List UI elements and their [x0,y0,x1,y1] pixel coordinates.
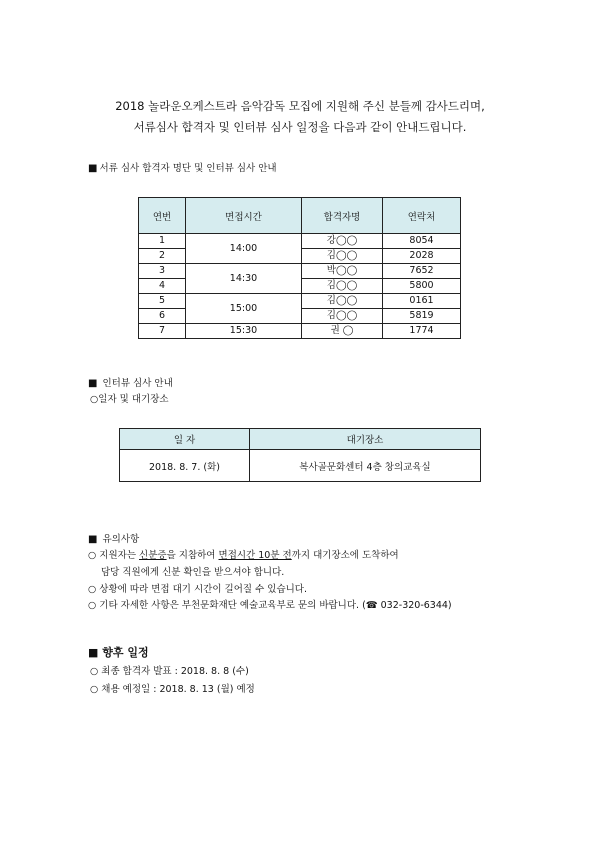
candidate-phone: 5800 [383,279,461,294]
schedule-item-1: ○ 최종 합격자 발표 : 2018. 8. 8 (수) [90,666,249,677]
intro-text [0,96,600,138]
schedule-item-2: ○ 채용 예정일 : 2018. 8. 13 (월) 예정 [90,684,255,695]
table-header-row [139,198,461,234]
candidate-name: 김◯◯ [302,294,383,309]
row-no: 6 [139,309,186,324]
col-header-date: 일 자 [120,429,250,450]
schedule-table [119,428,481,482]
table-row [139,264,461,279]
col-header-name: 합격자명 [302,198,383,234]
notice-underline-time: 면접시간 10분 전 [218,550,292,561]
notice-item-2: ○ 상황에 따라 면접 대기 시간이 길어질 수 있습니다. [88,584,308,595]
row-no: 3 [139,264,186,279]
notice-item-1-cont: 담당 직원에게 신분 확인을 받으셔야 합니다. [101,567,285,578]
square-bullet-icon: ■ [88,378,98,389]
candidate-phone: 1774 [383,324,461,339]
interview-time: 14:30 [186,264,302,294]
section-2-heading [88,375,173,389]
row-no: 7 [139,324,186,339]
square-bullet-icon: ■ [88,163,98,174]
section-3-heading [88,531,139,545]
candidate-phone: 5819 [383,309,461,324]
row-no: 4 [139,279,186,294]
table-row [139,234,461,249]
intro-line-1: 2018 놀라운오케스트라 음악감독 모집에 지원해 주신 분들께 감사드리며, [115,99,485,113]
col-header-phone: 연락처 [383,198,461,234]
notice-text: 까지 대기장소에 도착하여 [291,550,399,561]
section-2-title: 인터뷰 심사 안내 [102,378,173,389]
section-2-subtitle: ○일자 및 대기장소 [90,394,169,405]
square-bullet-icon: ■ [88,646,99,659]
table-row [139,324,461,339]
notice-text: ○ 지원자는 [88,550,140,561]
notice-item-3: ○ 기타 자세한 사항은 부천문화재단 예술교육부로 문의 바랍니다. (☎ 032-320-6344) [88,600,452,611]
square-bullet-icon: ■ [88,534,98,545]
col-header-place: 대기장소 [250,429,481,450]
candidate-name: 김◯◯ [302,249,383,264]
intro-line-2: 서류심사 합격자 및 인터뷰 심사 일정을 다음과 같이 안내드립니다. [133,120,467,134]
candidate-name: 강◯◯ [302,234,383,249]
notice-underline-id-card: 신분증 [139,550,167,561]
candidate-phone: 0161 [383,294,461,309]
candidate-name: 박◯◯ [302,264,383,279]
candidate-phone: 2028 [383,249,461,264]
section-3-title: 유의사항 [102,534,140,545]
candidate-name: 권 ◯ [302,324,383,339]
notice-text: 을 지참하여 [166,550,219,561]
candidate-name: 김◯◯ [302,309,383,324]
col-header-no: 연번 [139,198,186,234]
notice-item-1 [88,547,399,561]
col-header-time: 면접시간 [186,198,302,234]
interview-date: 2018. 8. 7. (화) [120,450,250,482]
waiting-place: 복사골문화센터 4층 창의교육실 [250,450,481,482]
interview-time: 14:00 [186,234,302,264]
row-no: 1 [139,234,186,249]
table-header-row [120,429,481,450]
interview-time: 15:00 [186,294,302,324]
interview-time: 15:30 [186,324,302,339]
candidate-phone: 7652 [383,264,461,279]
candidates-table [138,197,461,339]
section-1-heading [88,160,277,174]
row-no: 2 [139,249,186,264]
section-4-heading [88,644,149,660]
table-row [120,450,481,482]
row-no: 5 [139,294,186,309]
candidate-name: 김◯◯ [302,279,383,294]
candidate-phone: 8054 [383,234,461,249]
section-4-title: 향후 일정 [102,646,149,659]
section-1-title: 서류 심사 합격자 명단 및 인터뷰 심사 안내 [99,163,277,174]
table-row [139,294,461,309]
